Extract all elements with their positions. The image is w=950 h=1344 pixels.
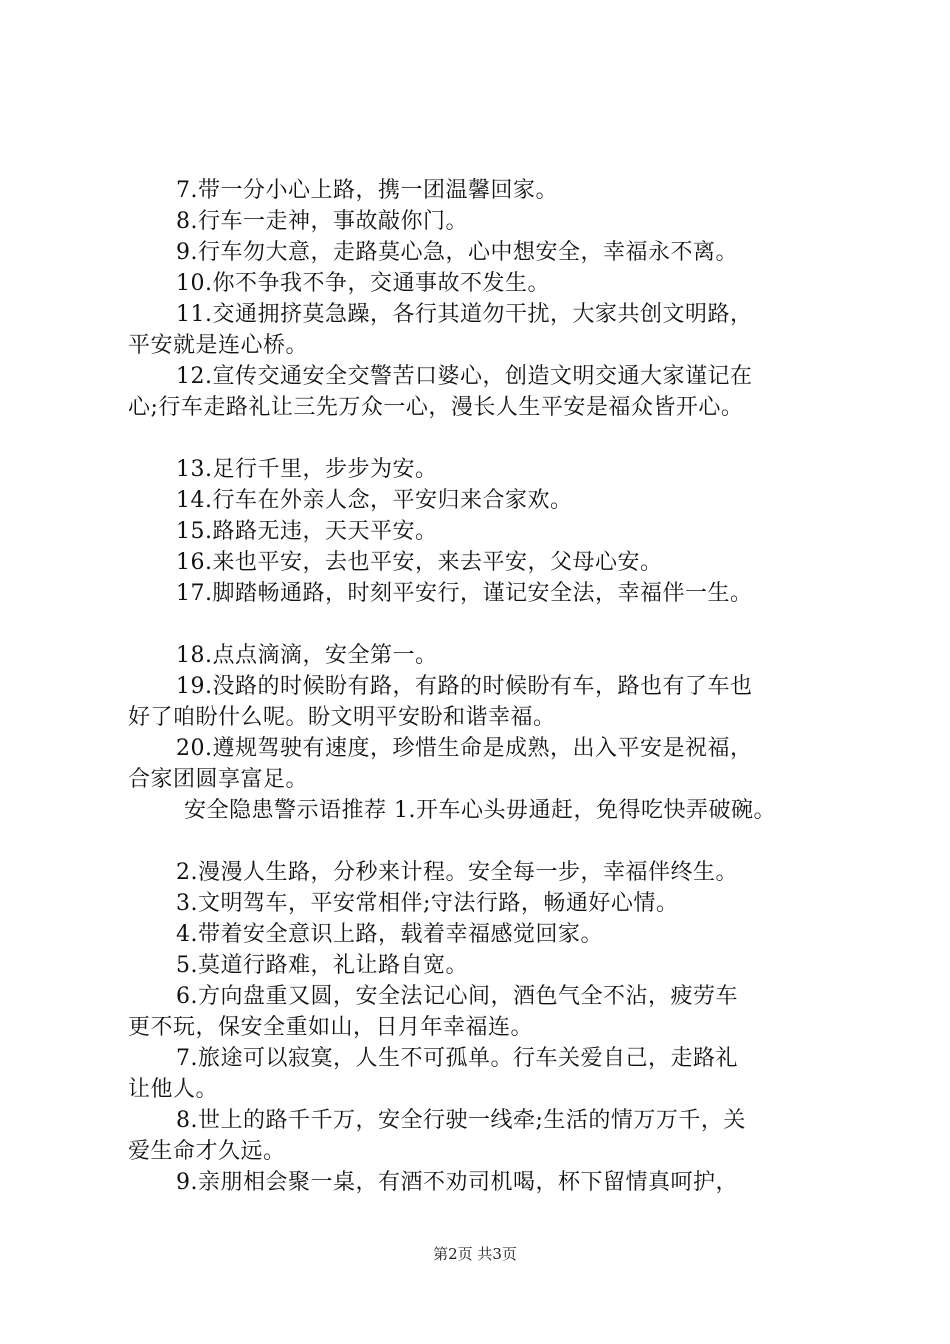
text-line: 15.路路无违，天天平安。 bbox=[176, 519, 438, 544]
text-line: 让他人。 bbox=[128, 1077, 219, 1102]
text-line: 16.来也平安，去也平安，来去平安，父母心安。 bbox=[176, 550, 663, 575]
text-line: 4.带着安全意识上路，载着幸福感觉回家。 bbox=[176, 922, 603, 947]
text-line: 12.宣传交通安全交警苦口婆心，创造文明交通大家谨记在 bbox=[176, 364, 753, 389]
text-line: 3.文明驾车，平安常相伴;守法行路，畅通好心情。 bbox=[176, 891, 679, 916]
text-line: 好了咱盼什么呢。盼文明平安盼和谐幸福。 bbox=[128, 705, 556, 730]
text-line: 平安就是连心桥。 bbox=[128, 333, 309, 358]
text-line: 7.旅途可以寂寞，人生不可孤单。行车关爱自己，走路礼 bbox=[176, 1046, 738, 1071]
text-line: 心;行车走路礼让三先万众一心，漫长人生平安是福众皆开心。 bbox=[128, 395, 744, 420]
text-line: 11.交通拥挤莫急躁，各行其道勿干扰，大家共创文明路， bbox=[176, 302, 753, 327]
body-text bbox=[128, 175, 840, 1198]
text-line: 5.莫道行路难，礼让路自宽。 bbox=[176, 953, 468, 978]
text-line: 9.行车勿大意，走路莫心急，心中想安全，幸福永不离。 bbox=[176, 240, 738, 265]
text-line: 爱生命才久远。 bbox=[128, 1139, 286, 1164]
text-line: 19.没路的时候盼有路，有路的时候盼有车，路也有了车也 bbox=[176, 674, 753, 699]
text-line: 8.世上的路千千万，安全行驶一线牵;生活的情万万千，关 bbox=[176, 1108, 746, 1133]
paragraph-gap bbox=[128, 423, 840, 454]
text-line: 安全隐患警示语推荐 1.开车心头毋通赶，免得吃快弄破碗。 bbox=[184, 798, 776, 823]
text-line: 18.点点滴滴，安全第一。 bbox=[176, 643, 438, 668]
text-line: 10.你不争我不争，交通事故不发生。 bbox=[176, 271, 550, 296]
paragraph-gap bbox=[128, 609, 840, 640]
text-line: 7.带一分小心上路，携一团温馨回家。 bbox=[176, 178, 558, 203]
text-line: 13.足行千里，步步为安。 bbox=[176, 457, 438, 482]
text-line: 合家团圆享富足。 bbox=[128, 767, 309, 792]
paragraph-gap bbox=[128, 826, 840, 857]
text-line: 更不玩，保安全重如山，日月年幸福连。 bbox=[128, 1015, 534, 1040]
text-line: 2.漫漫人生路，分秒来计程。安全每一步，幸福伴终生。 bbox=[176, 860, 738, 885]
text-line: 6.方向盘重又圆，安全法记心间，酒色气全不沾，疲劳车 bbox=[176, 984, 738, 1009]
text-line: 9.亲朋相会聚一桌，有酒不劝司机喝，杯下留情真呵护， bbox=[176, 1170, 738, 1195]
page-footer: 第2页 共3页 bbox=[433, 1245, 517, 1263]
text-line: 17.脚踏畅通路，时刻平安行，谨记安全法，幸福伴一生。 bbox=[176, 581, 753, 606]
text-line: 20.遵规驾驶有速度，珍惜生命是成熟，出入平安是祝福， bbox=[176, 736, 753, 761]
text-line: 14.行车在外亲人念，平安归来合家欢。 bbox=[176, 488, 573, 513]
text-line: 8.行车一走神，事故敲你门。 bbox=[176, 209, 468, 234]
